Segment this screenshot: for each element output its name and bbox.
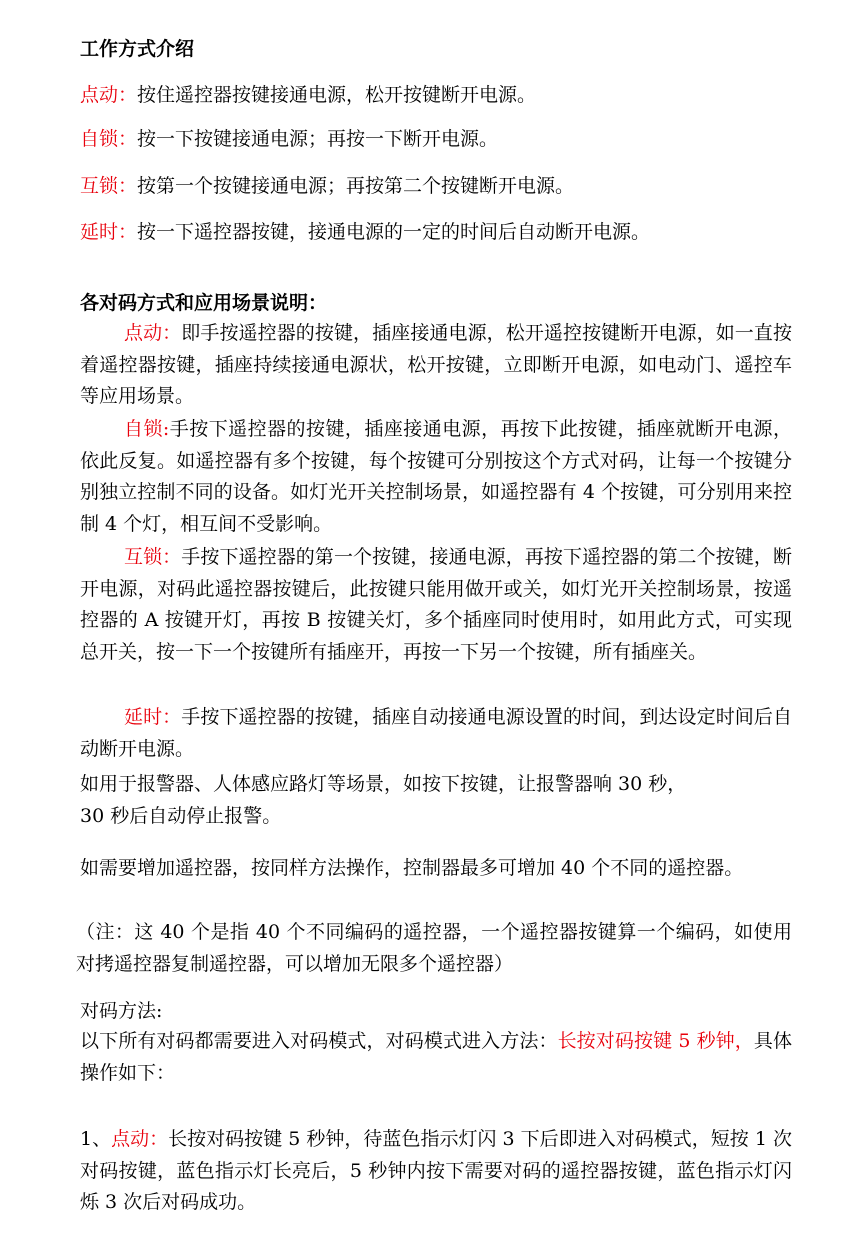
scenario-text: 手按下遥控器的第一个按键，接通电源，再按下遥控器的第二个按键，断开电源，对码此遥控器按键后，此按键只能用做开或关，如灯光开关控制场景，按遥控器的 A 按键开灯，再按 B 按键关灯，多个插座同时使用时，如用此方式，可实现总开关，按一下一个按键所有插座开，再按一下另一个按键，所有插座关。 — [80, 546, 792, 663]
scenario-self-lock — [80, 414, 792, 540]
mode-item-interlock — [80, 171, 574, 198]
remote-note: （注：这 40 个是指 40 个不同编码的遥控器，一个遥控器按键算一个编码，如使用对拷遥控器复制遥控器，可以增加无限多个遥控器） — [76, 921, 792, 975]
mode-text: 按一下遥控器按键，接通电源的一定的时间后自动断开电源。 — [137, 221, 651, 243]
mode-text: 按第一个按键接通电源；再按第二个按键断开电源。 — [137, 175, 575, 197]
add-remote-text: 如需要增加遥控器，按同样方法操作，控制器最多可增加 40 个不同的遥控器。 — [80, 857, 744, 879]
pairing-intro — [80, 1026, 792, 1089]
scenario-interlock — [80, 542, 792, 668]
mode-item-delay — [80, 217, 650, 244]
scenario-label: 互锁： — [124, 546, 182, 568]
step-label: 点动： — [111, 1128, 169, 1150]
pairing-intro-prefix: 以下所有对码都需要进入对码模式，对码模式进入方法： — [80, 1030, 558, 1052]
pairing-method-title: 对码方法: — [80, 1000, 163, 1022]
mode-label: 点动： — [80, 84, 138, 106]
step-number: 1、 — [80, 1128, 112, 1150]
section-title-pairing-scenarios: 各对码方式和应用场景说明： — [80, 292, 328, 314]
scenario-label: 自锁: — [124, 418, 170, 440]
mode-item-momentary — [80, 80, 536, 107]
step-text: 长按对码按键 5 秒钟，待蓝色指示灯闪 3 下后即进入对码模式，短按 1 次对码按键，蓝色指示灯长亮后，5 秒钟内按下需要对码的遥控器按键，蓝色指示灯闪烁 3 次后对码成功。 — [80, 1128, 792, 1213]
alarm-example-line2: 30 秒后自动停止报警。 — [80, 805, 282, 827]
pairing-intro-highlight: 长按对码按键 5 秒钟， — [557, 1030, 754, 1052]
mode-label: 自锁： — [80, 128, 138, 150]
mode-text: 按住遥控器按键接通电源，松开按键断开电源。 — [137, 84, 537, 106]
scenario-momentary — [80, 318, 792, 413]
scenario-label: 点动： — [124, 322, 182, 344]
scenario-text: 手按下遥控器的按键，插座接通电源，再按下此按键，插座就断开电源，依此反复。如遥控器有多个按键，每个按键可分别按这个方式对码，让每一个按键分别独立控制不同的设备。如灯光开关控制场景，如遥控器有 4 个按键，可分别用来控制 4 个灯，相互间不受影响。 — [80, 418, 792, 535]
pairing-intro-suffix: 具体操作如下： — [80, 1030, 792, 1084]
mode-label: 延时： — [80, 221, 138, 243]
mode-text: 按一下按键接通电源；再按一下断开电源。 — [137, 128, 499, 150]
section-title-work-modes: 工作方式介绍 — [80, 38, 195, 60]
scenario-text: 即手按遥控器的按键，插座接通电源，松开遥控按键断开电源，如一直按着遥控器按键，插座持续接通电源状，松开按键，立即断开电源，如电动门、遥控车等应用场景。 — [80, 322, 792, 407]
scenario-text: 手按下遥控器的按键，插座自动接通电源设置的时间，到达设定时间后自动断开电源。 — [80, 706, 792, 760]
scenario-label: 延时： — [124, 706, 182, 728]
scenario-delay — [80, 702, 792, 765]
mode-label: 互锁： — [80, 175, 138, 197]
mode-item-self-lock — [80, 124, 498, 151]
pairing-step-momentary — [80, 1124, 792, 1219]
alarm-example-line1: 如用于报警器、人体感应路灯等场景，如按下按键，让报警器响 30 秒， — [80, 773, 687, 795]
